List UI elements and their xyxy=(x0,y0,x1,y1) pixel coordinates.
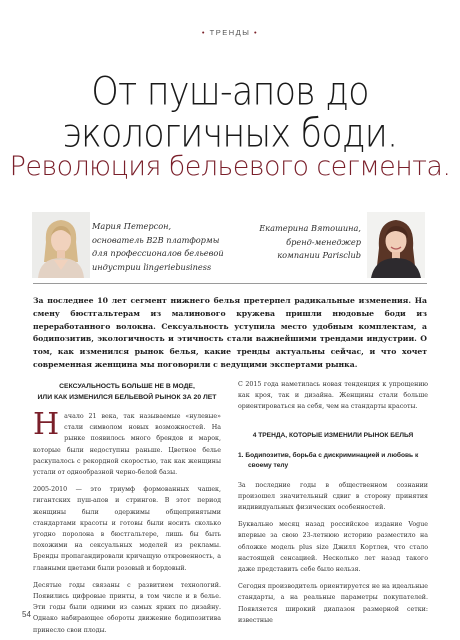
article-subtitle: Революция бельевого сегмента. xyxy=(9,151,451,182)
paragraph: За последние годы в общественном сознании произошел значительный сдвиг в сторону принятия индивидуальных физических особенностей. xyxy=(238,481,428,512)
heading-line: ИЛИ КАК ИЗМЕНИЛСЯ БЕЛЬЕВОЙ РЫНОК ЗА 20 ЛЕТ xyxy=(37,393,217,401)
section-heading xyxy=(33,382,221,403)
paragraph: 2005-2010 — это триумф формованных чашек, гигантских пуш-апов и стрингов. В этот период женщины были одержимы общепринятыми стандартами красоты и готовы были носить сколько угодно поролона в бюстгальтере, лишь бы быть похожими на сексуальных моделей из рекламы. Бренды пропагандировали кричащую откровенность, а главными цветами были розовый и бордовый. xyxy=(33,486,221,572)
section-heading: 4 ТРЕНДА, КОТОРЫЕ ИЗМЕНИЛИ РЫНОК БЕЛЬЯ xyxy=(252,431,414,439)
expert-photo-ekaterina xyxy=(367,212,425,278)
page-number: 54 xyxy=(22,610,31,619)
right-column xyxy=(238,379,428,632)
paragraph-text: ачало 21 века, так называемые «нулевые» стали символом новых возможностей. На рынке появилось много брендов и марок, которые были недоступны раньше. Цветное белье раскупалось с рекордной скоростью, так как женщины устали от однообразной черно-белой базы. xyxy=(33,413,221,477)
bullet-icon: • xyxy=(253,28,259,37)
paragraph: Десятые годы связаны с развитием технологий. Появились цифровые принты, в том числе и в белье. Эти годы были одними из самых ярких по дизайну. Однако набирающее обороты движение бодипозитива принесло свои плоды. xyxy=(33,581,221,634)
expert-role-line: основатель B2B платформы xyxy=(92,234,220,245)
bullet-icon: • xyxy=(201,28,207,37)
paragraph: С 2015 года наметилась новая тенденция к упрощению как кроя, так и дизайна. Женщины стали больше ориентироваться на себя, чем на стандарты красоты. xyxy=(238,381,428,411)
article-title-line-1: От пуш-апов до xyxy=(91,69,369,115)
article-title-line-2: экологичных боди. xyxy=(62,111,398,157)
expert-role-line: компании Parisclub xyxy=(277,250,361,260)
expert-name: Екатерина Вятошина, xyxy=(259,223,361,233)
expert-caption-left xyxy=(92,220,232,274)
expert-name: Мария Петерсон, xyxy=(92,221,172,231)
left-column xyxy=(33,382,221,640)
paragraph xyxy=(33,407,221,478)
paragraph: Сегодня производитель ориентируется не на идеальные стандарты, а на реальные параметры покупателей. Появляется широкий диапазон размерной сетки: известные xyxy=(238,583,428,624)
divider xyxy=(33,283,427,284)
expert-photo-maria xyxy=(32,212,90,278)
expert-role-line: индустрии lingeriebusiness xyxy=(92,261,212,272)
heading-line: СЕКСУАЛЬНОСТЬ БОЛЬШЕ НЕ В МОДЕ, xyxy=(59,383,195,390)
expert-role-line: для профессионалов бельевой xyxy=(92,248,224,258)
dropcap: Н xyxy=(33,407,60,442)
expert-caption-right xyxy=(244,222,361,263)
numbered-item: 1. Бодипозитив, борьба с дискриминацией и любовь к своему телу xyxy=(238,451,419,470)
section-tag-label: ТРЕНДЫ xyxy=(209,28,251,37)
article-lead: За последнее 10 лет сегмент нижнего белья претерпел радикальные изменения. На смену бюстгальтерам из малинового кружева пришли нюдовые боди из переработанного волокна. Сексуальность уступила место удобным комплектам, а бодипозитив, экологичность и этичность стали важнейшими трендами индустрии. О том, как изменился рынок белья, какие тренды актуальны сейчас, и что хочет современная женщина мы поговорили с ведущими экспертами рынка. xyxy=(33,296,427,369)
expert-role-line: бренд-менеджер xyxy=(286,236,361,247)
paragraph: Буквально месяц назад российское издание Vogue впервые за свою 23-летнюю историю разместило на обложке модель plus size Джилл Кортлев, что стало настоящей сенсацией. Несколько лет назад такого даже представить себе было нельзя. xyxy=(238,521,428,574)
section-tag xyxy=(0,28,460,37)
